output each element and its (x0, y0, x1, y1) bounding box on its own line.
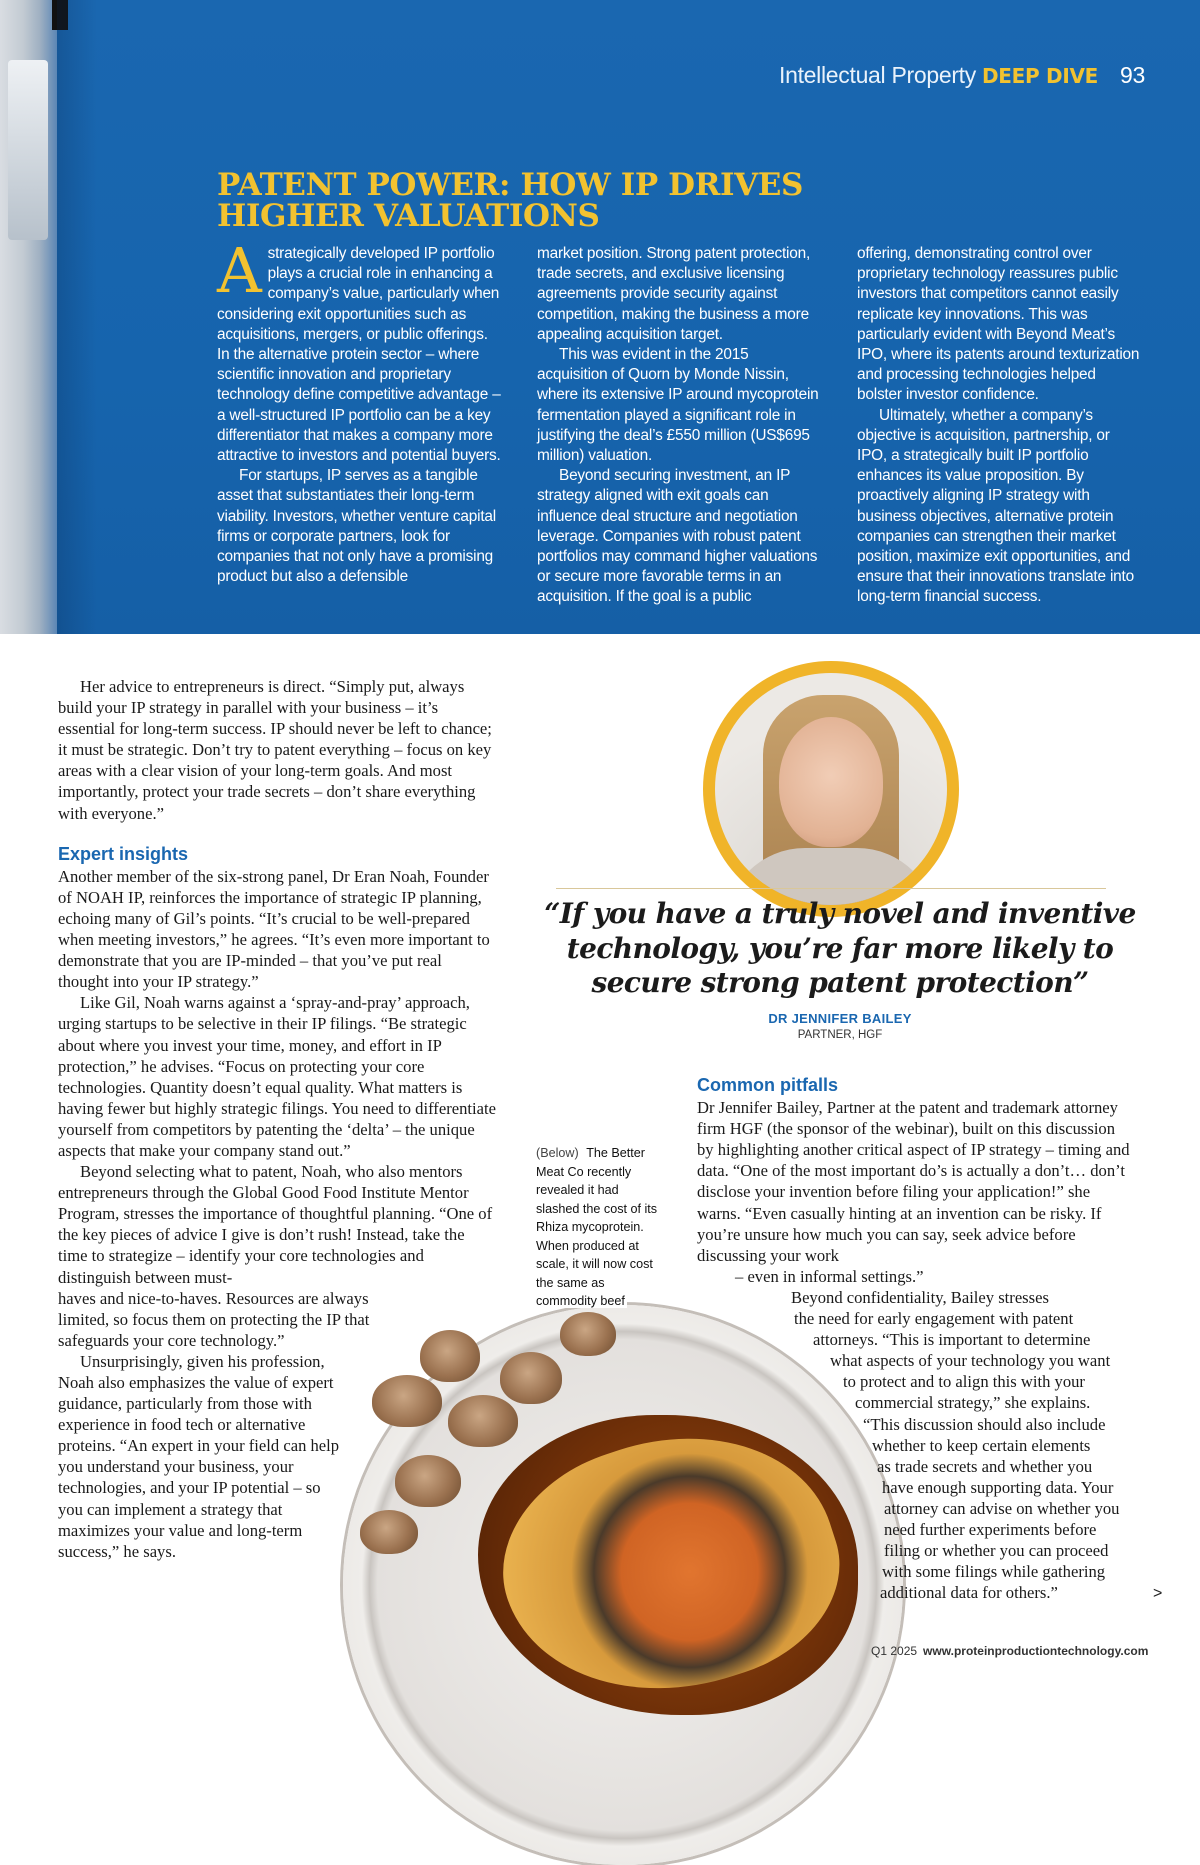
body-line: Beyond confidentiality, Bailey stresses (791, 1287, 1049, 1307)
drop-cap: A (217, 234, 262, 307)
body-line: attorney can advise on whether you (884, 1498, 1120, 1518)
body-line: attorneys. “This is important to determine (813, 1330, 1091, 1350)
intro-paragraph: market position. Strong patent protection, trade secrets, and exclusive licensing agreements provide security against competition, making the business a more appealing acquisition target. (537, 245, 811, 343)
pull-quote: “If you have a truly novel and inventive technology, you’re far more likely to secure strong patent protection” (544, 897, 1136, 999)
body-paragraph: Her advice to entrepreneurs is direct. “Simply put, always build your IP strategy in parallel with your business – it’s essential for long-term success. IP should never be left to chance; it must be strategic. Don’t try to patent everything – focus on key areas with a clear vision of your long-term goals. And most importantly, protect your trade secrets – don’t share everything with everyone.” (58, 677, 492, 823)
issue-label: Q1 2025 (871, 1644, 918, 1658)
intro-paragraph: This was evident in the 2015 acquisition of Quorn by Monde Nissin, where its extensive IP around mycoprotein fermentation played a significant role in justifying the deal’s £550 million (US$695 million) valuation. (537, 346, 819, 465)
body-line: “This discussion should also include (863, 1414, 1106, 1434)
author-portrait (703, 661, 959, 917)
subhead-expert-insights: Expert insights (58, 843, 189, 864)
page-footer (871, 1644, 1148, 1658)
intro-text: strategically developed IP portfolio plays a crucial role in enhancing a company’s value, particularly when considering exit opportunities such as acquisitions, mergers, or public offerings. In the alternative protein sector – where scientific innovation and proprietary technology define competitive advantage – a well-structured IP portfolio can be a key differentiator that makes a company more attractive to investors and potential buyers. (217, 245, 501, 465)
intro-column-2 (537, 244, 823, 608)
body-paragraph: haves and nice-to-haves. Resources are always limited, so focus them on protecting the IP that safeguards your core technology.” (58, 1288, 370, 1350)
mushroom-icon (560, 1312, 616, 1356)
intro-columns (217, 234, 1143, 608)
website-link[interactable]: www.proteinproductiontechnology.com (923, 1644, 1149, 1658)
intro-paragraph: For startups, IP serves as a tangible asset that substantiates their long-term viability. Investors, whether venture capital firms or corporate partners, look for companies that not only have a promising product but also a defensible (217, 467, 496, 586)
body-line: need further experiments before (884, 1519, 1097, 1539)
body-paragraph: Like Gil, Noah warns against a ‘spray-and-pray’ approach, urging startups to be selective in their IP filings. “Be strategic about where you invest your time, money, and effort in IP protection,” he advises. “Focus on protecting your core technologies. Quantity doesn’t equal quality. What matters is having fewer but highly strategic filings. You need to differentiate yourself from competitors by patenting the ‘delta’ – the unique aspects that make your company stand out.” (58, 993, 496, 1160)
body-paragraph: Unsurprisingly, given his profession, Noah also emphasizes the value of expert guidance, particularly from those with experience in food tech or alternative proteins. “An expert in your field can help you understand your business, your technologies, and your IP potential – so you can implement a strategy that maximizes your value and long-term success,” he says. (58, 1351, 340, 1561)
page-number: 93 (1120, 62, 1145, 88)
quote-divider (556, 888, 1106, 889)
caption-label: (Below) (536, 1146, 579, 1160)
body-line: to protect and to align this with your (843, 1372, 1085, 1392)
quote-author-name: DR JENNIFER BAILEY (768, 1011, 912, 1026)
header-photo-strip (0, 0, 57, 634)
intro-paragraph: Beyond securing investment, an IP strategy aligned with exit goals can influence deal structure and negotiation leverage. Companies with robust patent portfolios may command higher valuations or secure more favorable terms in an acquisition. If the goal is a public (537, 467, 818, 606)
body-line: filing or whether you can proceed (884, 1541, 1109, 1561)
body-paragraph: Dr Jennifer Bailey, Partner at the patent and trademark attorney firm HGF (the sponsor of the webinar), built on this discussion by highlighting another critical aspect of IP strategy – timing and data. “One of the most important do’s is actually a don’t… don’t disclose your invention before filing your application!” she warns. “Even casually hinting at an invention can be risky. If you’re unsure how much you can say, seek advice before discussing your work (697, 1098, 1130, 1265)
intro-column-1 (217, 234, 503, 608)
body-line: as trade secrets and whether you (877, 1456, 1093, 1476)
intro-column-3 (857, 244, 1143, 608)
article-left-column (58, 676, 496, 1562)
mushroom-icon (500, 1352, 562, 1404)
intro-title: PATENT POWER: HOW IP DRIVES HIGHER VALUATIONS (217, 167, 803, 234)
body-line: commercial strategy,” she explains. (855, 1393, 1091, 1413)
body-line: what aspects of your technology you want (830, 1351, 1111, 1371)
intro-paragraph: Ultimately, whether a company’s objective is acquisition, partnership, or IPO, a strategically built IP portfolio enhances its value proposition. By proactively aligning IP strategy with business objectives, alternative protein companies can strengthen their market position, maximize exit opportunities, and ensure that their innovations translate into long-term financial success. (857, 406, 1134, 606)
body-paragraph: Beyond selecting what to patent, Noah, who also mentors entrepreneurs through the Global Good Food Institute Mentor Program, stresses the importance of thoughtful planning. “One of the key pieces of advice I give is don’t rush! Instead, take the time to strategize – identify your core technologies and distinguish between must- (58, 1162, 493, 1287)
caption-text: The Better Meat Co recently revealed it had slashed the cost of its Rhiza mycoprotein. When produced at scale, it will now cost the same as commodity beef (536, 1146, 658, 1308)
body-line: whether to keep certain elements (872, 1435, 1091, 1455)
section-highlight: DEEP DIVE (981, 64, 1099, 88)
body-line: with some filings while gathering (882, 1562, 1106, 1582)
intro-paragraph (217, 234, 503, 466)
body-line: the need for early engagement with patent (794, 1309, 1074, 1329)
section-name: Intellectual Property (779, 62, 976, 88)
band-shadow (57, 0, 97, 634)
image-caption (534, 1144, 660, 1311)
section-header (779, 62, 1145, 89)
body-line: – even in informal settings.” (735, 1266, 924, 1286)
body-line: additional data for others.” (880, 1583, 1058, 1603)
body-paragraph: Another member of the six-strong panel, Dr Eran Noah, Founder of NOAH IP, reinforces the importance of strategic IP planning, echoing many of Gil’s points. “It’s crucial to be well-prepared when meeting investors,” he agrees. “It’s even more important to demonstrate that you are IP-minded – that you’ve put real thought into your IP strategy.” (58, 866, 490, 992)
subhead-common-pitfalls: Common pitfalls (697, 1075, 839, 1095)
quote-author-role: PARTNER, HGF (797, 1029, 883, 1041)
body-line: have enough supporting data. Your (882, 1477, 1114, 1497)
portrait-face (779, 717, 883, 847)
article-right-column (697, 1075, 1135, 1603)
continue-arrow-icon: > (1153, 1585, 1163, 1602)
intro-paragraph: offering, demonstrating control over proprietary technology reassures public investors that competitors cannot easily replicate key innovations. This was particularly evident with Beyond Meat’s IPO, where its patents around texturization and processing technologies helped bolster investor confidence. (857, 245, 1140, 404)
